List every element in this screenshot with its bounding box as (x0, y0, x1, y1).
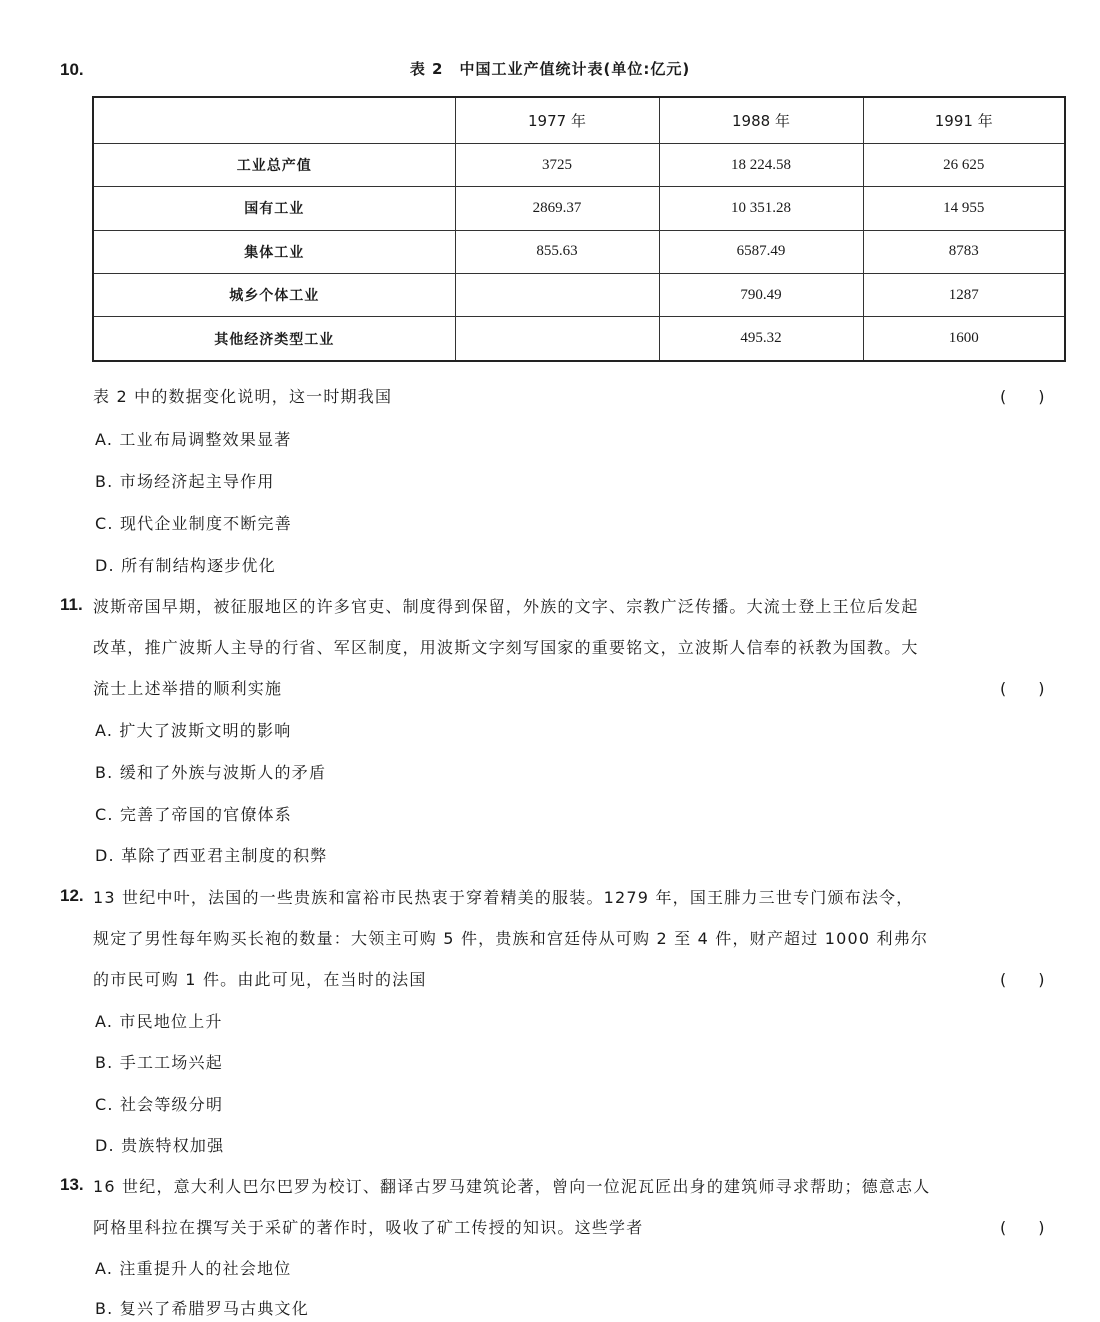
row-label: 工业总产值 (93, 143, 455, 186)
option-d: D. 所有制结构逐步优化 (95, 556, 276, 575)
table-row (93, 230, 1065, 273)
table-cell: 14 955 (863, 187, 1065, 230)
table-cell (455, 273, 659, 316)
table-cell: 1600 (863, 317, 1065, 361)
question-10-number: 10. (60, 60, 84, 79)
option-b: B. 复兴了希腊罗马古典文化 (95, 1299, 309, 1318)
question-12-number: 12. (60, 886, 84, 905)
answer-bracket: ( ) (1000, 1218, 1045, 1237)
table-cell: 2869.37 (455, 187, 659, 230)
table-cell: 10 351.28 (659, 187, 863, 230)
table-row (93, 143, 1065, 186)
option-b: B. 市场经济起主导作用 (95, 472, 275, 491)
row-label: 其他经济类型工业 (93, 317, 455, 361)
row-label: 国有工业 (93, 187, 455, 230)
table-row (93, 187, 1065, 230)
question-10-stem: 表 2 中的数据变化说明，这一时期我国 (93, 387, 393, 406)
option-c: C. 社会等级分明 (95, 1095, 224, 1114)
table-cell: 18 224.58 (659, 143, 863, 186)
table-cell: 855.63 (455, 230, 659, 273)
table-cell: 495.32 (659, 317, 863, 361)
table-header-row (93, 97, 1065, 143)
row-label: 集体工业 (93, 230, 455, 273)
table-cell: 3725 (455, 143, 659, 186)
table-header-cell: 1988 年 (659, 97, 863, 143)
question-11-number: 11. (60, 595, 83, 614)
answer-bracket: ( ) (1000, 679, 1045, 698)
option-d: D. 革除了西亚君主制度的积弊 (95, 846, 328, 865)
answer-bracket: ( ) (1000, 970, 1045, 989)
question-11-stem-line: 波斯帝国早期，被征服地区的许多官吏、制度得到保留，外族的文字、宗教广泛传播。大流士登上王位后发起 (93, 597, 919, 616)
table-cell: 790.49 (659, 273, 863, 316)
table-cell: 1287 (863, 273, 1065, 316)
row-label: 城乡个体工业 (93, 273, 455, 316)
option-a: A. 工业布局调整效果显著 (95, 430, 292, 449)
question-11-stem-line: 改革，推广波斯人主导的行省、军区制度，用波斯文字刻写国家的重要铭文，立波斯人信奉的袄教为国教。大 (93, 638, 919, 657)
question-12-stem-line: 的市民可购 1 件。由此可见，在当时的法国 (93, 970, 427, 989)
question-13-stem-line: 16 世纪，意大利人巴尔巴罗为校订、翻译古罗马建筑论著，曾向一位泥瓦匠出身的建筑师寻求帮助；德意志人 (93, 1177, 931, 1196)
option-b: B. 缓和了外族与波斯人的矛盾 (95, 763, 327, 782)
table-header-cell: 1977 年 (455, 97, 659, 143)
option-d: D. 贵族特权加强 (95, 1136, 225, 1155)
option-a: A. 注重提升人的社会地位 (95, 1259, 292, 1278)
industrial-output-table (92, 96, 1066, 362)
answer-bracket: ( ) (1000, 387, 1045, 406)
table-row (93, 273, 1065, 316)
question-13-number: 13. (60, 1175, 84, 1194)
option-c: C. 完善了帝国的官僚体系 (95, 805, 292, 824)
option-a: A. 扩大了波斯文明的影响 (95, 721, 292, 740)
table-cell: 26 625 (863, 143, 1065, 186)
table-header-cell (93, 97, 455, 143)
table-caption: 表 2 中国工业产值统计表(单位:亿元) (409, 60, 691, 78)
question-11-stem-line: 流士上述举措的顺利实施 (93, 679, 283, 698)
table-row (93, 317, 1065, 361)
option-c: C. 现代企业制度不断完善 (95, 514, 292, 533)
question-13-stem-line: 阿格里科拉在撰写关于采矿的著作时，吸收了矿工传授的知识。这些学者 (93, 1218, 644, 1237)
table-cell: 6587.49 (659, 230, 863, 273)
table-header-cell: 1991 年 (863, 97, 1065, 143)
question-12-stem-line: 13 世纪中叶，法国的一些贵族和富裕市民热衷于穿着精美的服装。1279 年，国王腓力三世专门颁布法令， (93, 888, 914, 907)
table-cell: 8783 (863, 230, 1065, 273)
option-b: B. 手工工场兴起 (95, 1053, 223, 1072)
question-12-stem-line: 规定了男性每年购买长袍的数量：大领主可购 5 件，贵族和宫廷侍从可购 2 至 4 件，财产超过 1000 利弗尔 (93, 929, 929, 948)
option-a: A. 市民地位上升 (95, 1012, 223, 1031)
table-cell (455, 317, 659, 361)
